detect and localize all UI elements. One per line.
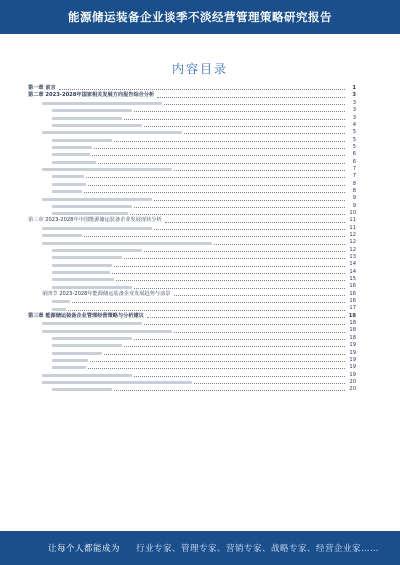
toc-entry[interactable] [28, 157, 356, 164]
toc-entry-label-illegible [52, 117, 122, 120]
toc-entry-label: 第四节 2023-2028年能源储运装备企业发展趋势与前景 [42, 290, 171, 297]
toc-leader-dots [144, 126, 345, 127]
toc-leader-dots [86, 177, 345, 178]
toc-page-number: 8 [352, 187, 356, 194]
toc-page-number: 6 [352, 151, 356, 158]
footer-slogan: 让每个人都能成为 [48, 544, 121, 554]
toc-entry-label-illegible [52, 256, 122, 259]
table-of-contents [28, 84, 356, 392]
toc-leader-dots [194, 383, 345, 384]
toc-leader-dots [124, 258, 345, 259]
toc-leader-dots [144, 324, 345, 325]
toc-entry[interactable] [28, 172, 356, 179]
toc-entry-label-illegible [42, 374, 132, 377]
toc-page-number: 19 [349, 349, 356, 356]
toc-entry-label-illegible [52, 337, 132, 340]
footer-tagline: 行业专家、管理专家、营销专家、战略专家、经营企业家…… [136, 544, 380, 554]
toc-leader-dots [154, 229, 345, 230]
toc-page-number: 8 [352, 180, 356, 187]
report-title: 能源储运装备企业谈季不淡经营管理策略研究报告 [68, 10, 332, 24]
toc-page-number: 19 [349, 356, 356, 363]
toc-leader-dots [124, 346, 345, 347]
toc-leader-dots [164, 104, 345, 105]
toc-entry[interactable] [28, 363, 356, 370]
toc-page-number: 12 [349, 239, 356, 246]
toc-page-number: 3 [352, 114, 356, 121]
toc-entry-label-illegible [42, 381, 192, 384]
toc-entry-label-illegible [52, 388, 112, 391]
toc-leader-dots [157, 97, 345, 98]
footer-banner [0, 531, 400, 565]
toc-entry-label-illegible [52, 352, 102, 355]
toc-leader-dots [214, 244, 345, 245]
toc-page-number: 16 [349, 298, 356, 305]
toc-entry-label-illegible [52, 366, 86, 369]
toc-leader-dots [114, 390, 345, 391]
toc-entry[interactable] [28, 385, 356, 392]
toc-entry[interactable] [28, 334, 356, 341]
toc-page-number: 20 [349, 378, 356, 385]
toc-entry[interactable] [28, 312, 356, 319]
toc-page-number: 3 [352, 107, 356, 114]
toc-entry[interactable] [28, 238, 356, 245]
toc-entry[interactable] [28, 179, 356, 186]
toc-page-number: 5 [352, 129, 356, 136]
toc-page-number: 1 [352, 85, 356, 92]
toc-leader-dots [147, 317, 345, 318]
toc-page-number: 18 [349, 327, 356, 334]
toc-entry[interactable] [28, 356, 356, 363]
toc-entry[interactable] [28, 106, 356, 113]
toc-leader-dots [68, 310, 345, 311]
toc-entry-label-illegible [42, 198, 152, 201]
toc-entry-label-illegible [52, 153, 90, 156]
toc-entry-label-illegible [42, 234, 82, 237]
toc-leader-dots [134, 339, 345, 340]
toc-page-number: 6 [352, 158, 356, 165]
toc-entry-label-illegible [42, 168, 172, 171]
toc-page-number: 4 [352, 121, 356, 128]
toc-page-number: 9 [352, 195, 356, 202]
toc-entry[interactable] [28, 187, 356, 194]
toc-leader-dots [88, 185, 345, 186]
toc-entry[interactable] [28, 150, 356, 157]
toc-entry-label-illegible [52, 205, 132, 208]
toc-leader-dots [104, 354, 345, 355]
toc-entry-label-illegible [52, 175, 84, 178]
toc-leader-dots [88, 368, 345, 369]
toc-leader-dots [94, 148, 345, 149]
toc-entry-label-illegible [42, 131, 182, 134]
toc-entry[interactable] [28, 275, 356, 282]
toc-page-number: 9 [352, 202, 356, 209]
toc-entry[interactable] [28, 209, 356, 216]
toc-entry-label-illegible [42, 242, 212, 245]
toc-entry-label: 第三章 2023-2028年中国能源储运装备企业发展现状分析 [28, 217, 162, 224]
toc-entry-label-illegible [42, 322, 142, 325]
report-title-banner [0, 0, 400, 34]
toc-leader-dots [134, 376, 345, 377]
toc-entry[interactable] [28, 121, 356, 128]
toc-leader-dots [72, 302, 345, 303]
toc-entry-label-illegible [52, 264, 112, 267]
toc-page-number: 11 [349, 224, 356, 231]
toc-entry[interactable] [28, 194, 356, 201]
toc-page-number: 3 [352, 92, 356, 99]
toc-entry[interactable] [28, 253, 356, 260]
toc-leader-dots [174, 332, 345, 333]
toc-entry[interactable] [28, 84, 356, 91]
toc-entry[interactable] [28, 216, 356, 223]
toc-entry[interactable] [28, 91, 356, 98]
toc-heading: 内容目录 [171, 62, 228, 76]
toc-entry[interactable] [28, 370, 356, 377]
toc-entry-label-illegible [52, 286, 132, 289]
toc-page-number: 20 [349, 386, 356, 393]
toc-leader-dots [134, 207, 345, 208]
toc-entry[interactable] [28, 304, 356, 311]
toc-entry-label-illegible [52, 161, 96, 164]
toc-entry[interactable] [28, 143, 356, 150]
toc-leader-dots [116, 280, 345, 281]
toc-leader-dots [184, 133, 345, 134]
toc-leader-dots [165, 222, 345, 223]
toc-entry-label-illegible [52, 124, 142, 127]
toc-leader-dots [112, 273, 345, 274]
toc-leader-dots [114, 266, 345, 267]
toc-page-number: 15 [349, 276, 356, 283]
toc-entry-label-illegible [52, 212, 128, 215]
toc-entry-label-illegible [52, 146, 92, 149]
toc-page-number: 10 [349, 209, 356, 216]
toc-entry-label-illegible [52, 139, 112, 142]
toc-entry-label-illegible [52, 300, 70, 303]
toc-entry-label-illegible [52, 183, 86, 186]
toc-leader-dots [84, 236, 345, 237]
toc-entry[interactable] [28, 135, 356, 142]
toc-entry-label-illegible [42, 330, 172, 333]
toc-entry-label: 第二章 2023-2028年国家相关发展方向报告综合分析 [28, 92, 155, 99]
toc-entry-label-illegible [52, 278, 114, 281]
toc-entry[interactable] [28, 326, 356, 333]
toc-entry-label-illegible [52, 271, 110, 274]
toc-entry-label-illegible [52, 190, 82, 193]
toc-page-number: 3 [352, 99, 356, 106]
toc-entry-label-illegible [52, 249, 142, 252]
toc-entry[interactable] [28, 202, 356, 209]
toc-entry-label-illegible [42, 102, 162, 105]
toc-entry[interactable] [28, 319, 356, 326]
toc-page-number: 16 [349, 283, 356, 290]
toc-entry[interactable] [28, 348, 356, 355]
toc-entry[interactable] [28, 246, 356, 253]
toc-page-number: 19 [349, 371, 356, 378]
toc-page-number: 16 [349, 290, 356, 297]
toc-page-number: 19 [349, 364, 356, 371]
toc-leader-dots [92, 155, 345, 156]
toc-leader-dots [174, 295, 346, 296]
toc-entry[interactable] [28, 165, 356, 172]
toc-entry[interactable] [28, 99, 356, 106]
toc-leader-dots [59, 89, 345, 90]
toc-page-number: 18 [349, 320, 356, 327]
toc-leader-dots [134, 111, 345, 112]
toc-leader-dots [154, 200, 345, 201]
toc-entry[interactable] [28, 224, 356, 231]
toc-leader-dots [144, 251, 345, 252]
toc-leader-dots [84, 192, 345, 193]
toc-page-number: 5 [352, 136, 356, 143]
toc-leader-dots [134, 288, 345, 289]
toc-entry[interactable] [28, 282, 356, 289]
toc-leader-dots [124, 119, 345, 120]
toc-entry-label-illegible [52, 344, 122, 347]
toc-entry[interactable] [28, 128, 356, 135]
toc-page-number: 17 [349, 305, 356, 312]
toc-leader-dots [130, 214, 345, 215]
toc-page-number: 14 [349, 268, 356, 275]
toc-entry-label: 第三章 能源储运装备企业管理经营策略与分析建议 [28, 312, 144, 319]
toc-entry-label-illegible [52, 109, 132, 112]
toc-entry[interactable] [28, 290, 356, 297]
toc-page-number: 18 [348, 312, 356, 319]
toc-entry[interactable] [28, 378, 356, 385]
toc-page-number: 13 [349, 254, 356, 261]
toc-leader-dots [174, 170, 345, 171]
document-page [0, 34, 400, 531]
toc-entry-label-illegible [42, 227, 152, 230]
toc-leader-dots [90, 361, 345, 362]
toc-entry[interactable] [28, 268, 356, 275]
toc-page-number: 11 [349, 217, 356, 224]
toc-entry-label-illegible [52, 359, 88, 362]
toc-page-number: 7 [352, 165, 356, 172]
toc-page-number: 12 [349, 232, 356, 239]
toc-leader-dots [98, 163, 345, 164]
toc-entry-label-illegible [52, 308, 66, 311]
toc-entry[interactable] [28, 113, 356, 120]
toc-page-number: 18 [349, 334, 356, 341]
toc-entry[interactable] [28, 231, 356, 238]
toc-page-number: 14 [349, 261, 356, 268]
toc-page-number: 5 [352, 143, 356, 150]
toc-leader-dots [114, 141, 345, 142]
toc-page-number: 12 [349, 246, 356, 253]
toc-page-number: 19 [349, 342, 356, 349]
toc-entry[interactable] [28, 341, 356, 348]
toc-entry[interactable] [28, 297, 356, 304]
toc-page-number: 7 [352, 173, 356, 180]
toc-entry-label: 第一章 前言 [28, 85, 56, 92]
toc-entry[interactable] [28, 260, 356, 267]
